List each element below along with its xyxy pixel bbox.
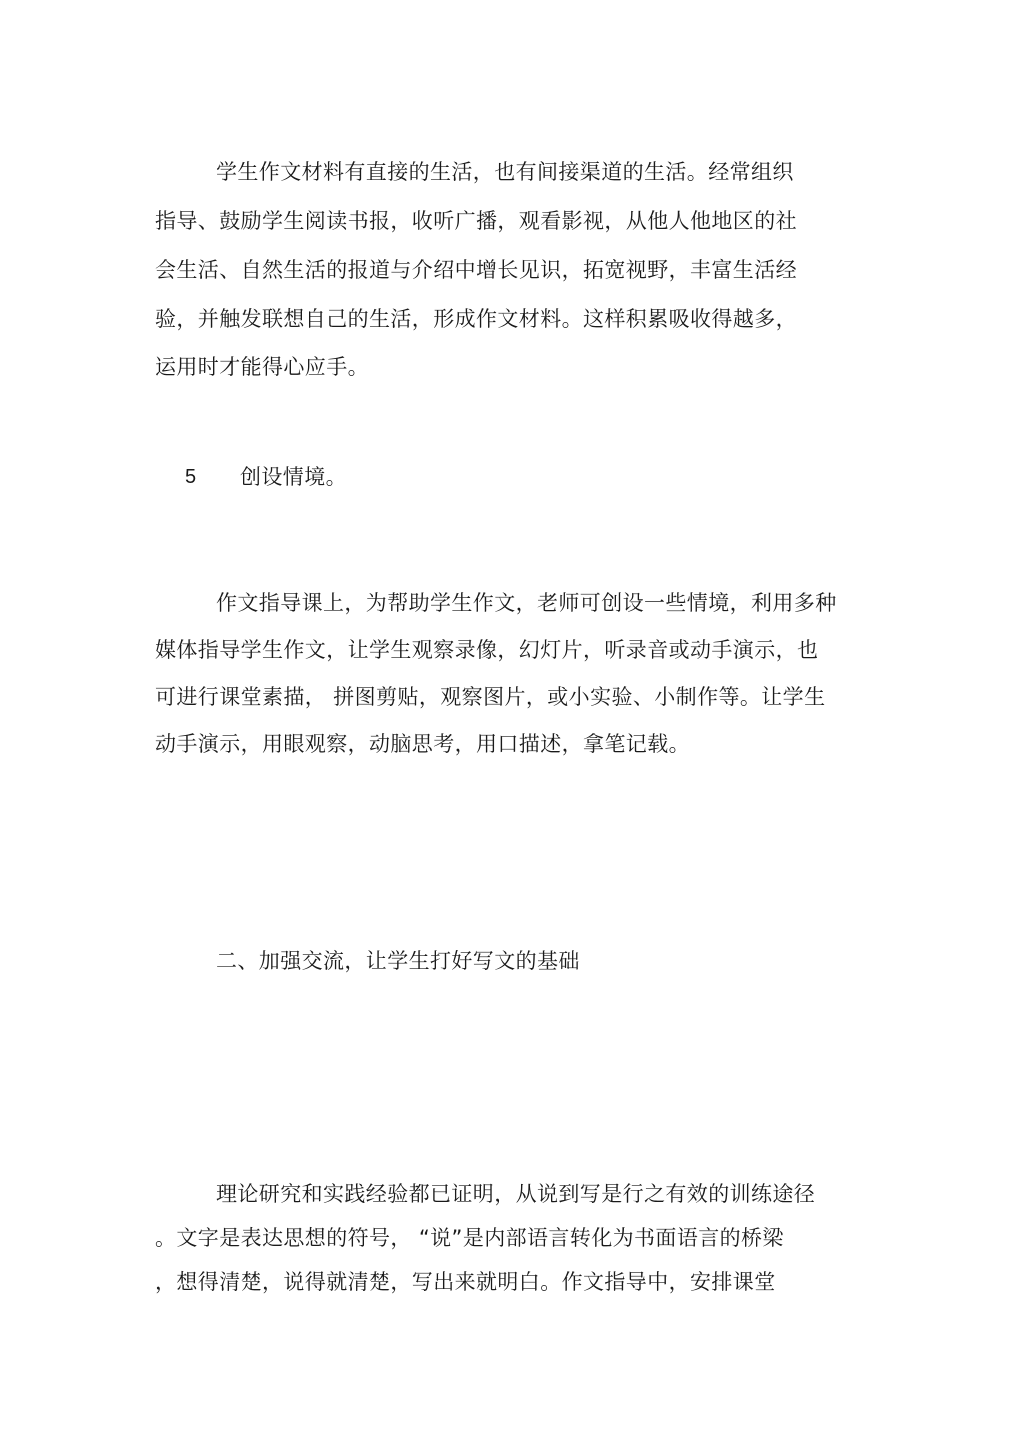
paragraph-line: 。文字是表达思想的符号， “说”是内部语言转化为书面语言的桥梁: [155, 1226, 784, 1250]
item-title: 创设情境。: [240, 465, 347, 489]
paragraph-line: 理论研究和实践经验都已证明，从说到写是行之有效的训练途径: [216, 1182, 816, 1206]
section-heading: 二、加强交流，让学生打好写文的基础: [216, 949, 580, 973]
paragraph-line: 作文指导课上，为帮助学生作文，老师可创设一些情境，利用多种: [216, 591, 837, 615]
paragraph-line: 指导、鼓励学生阅读书报，收听广播，观看影视，从他人他地区的社: [155, 209, 797, 233]
paragraph-line: ，想得清楚，说得就清楚，写出来就明白。作文指导中，安排课堂: [155, 1270, 776, 1294]
paragraph-line: 验，并触发联想自己的生活，形成作文材料。这样积累吸收得越多，: [155, 307, 797, 331]
paragraph-line: 可进行课堂素描， 拼图剪贴，观察图片，或小实验、小制作等。让学生: [155, 685, 826, 709]
item-number: 5: [185, 466, 197, 488]
paragraph-line: 动手演示，用眼观察，动脑思考，用口描述，拿笔记载。: [155, 732, 690, 756]
paragraph-line: 学生作文材料有直接的生活，也有间接渠道的生活。经常组织: [216, 160, 794, 184]
paragraph-line: 会生活、自然生活的报道与介绍中增长见识，拓宽视野，丰富生活经: [155, 258, 797, 282]
paragraph-line: 媒体指导学生作文，让学生观察录像，幻灯片，听录音或动手演示，也: [155, 638, 819, 662]
paragraph-line: 运用时才能得心应手。: [155, 355, 369, 379]
